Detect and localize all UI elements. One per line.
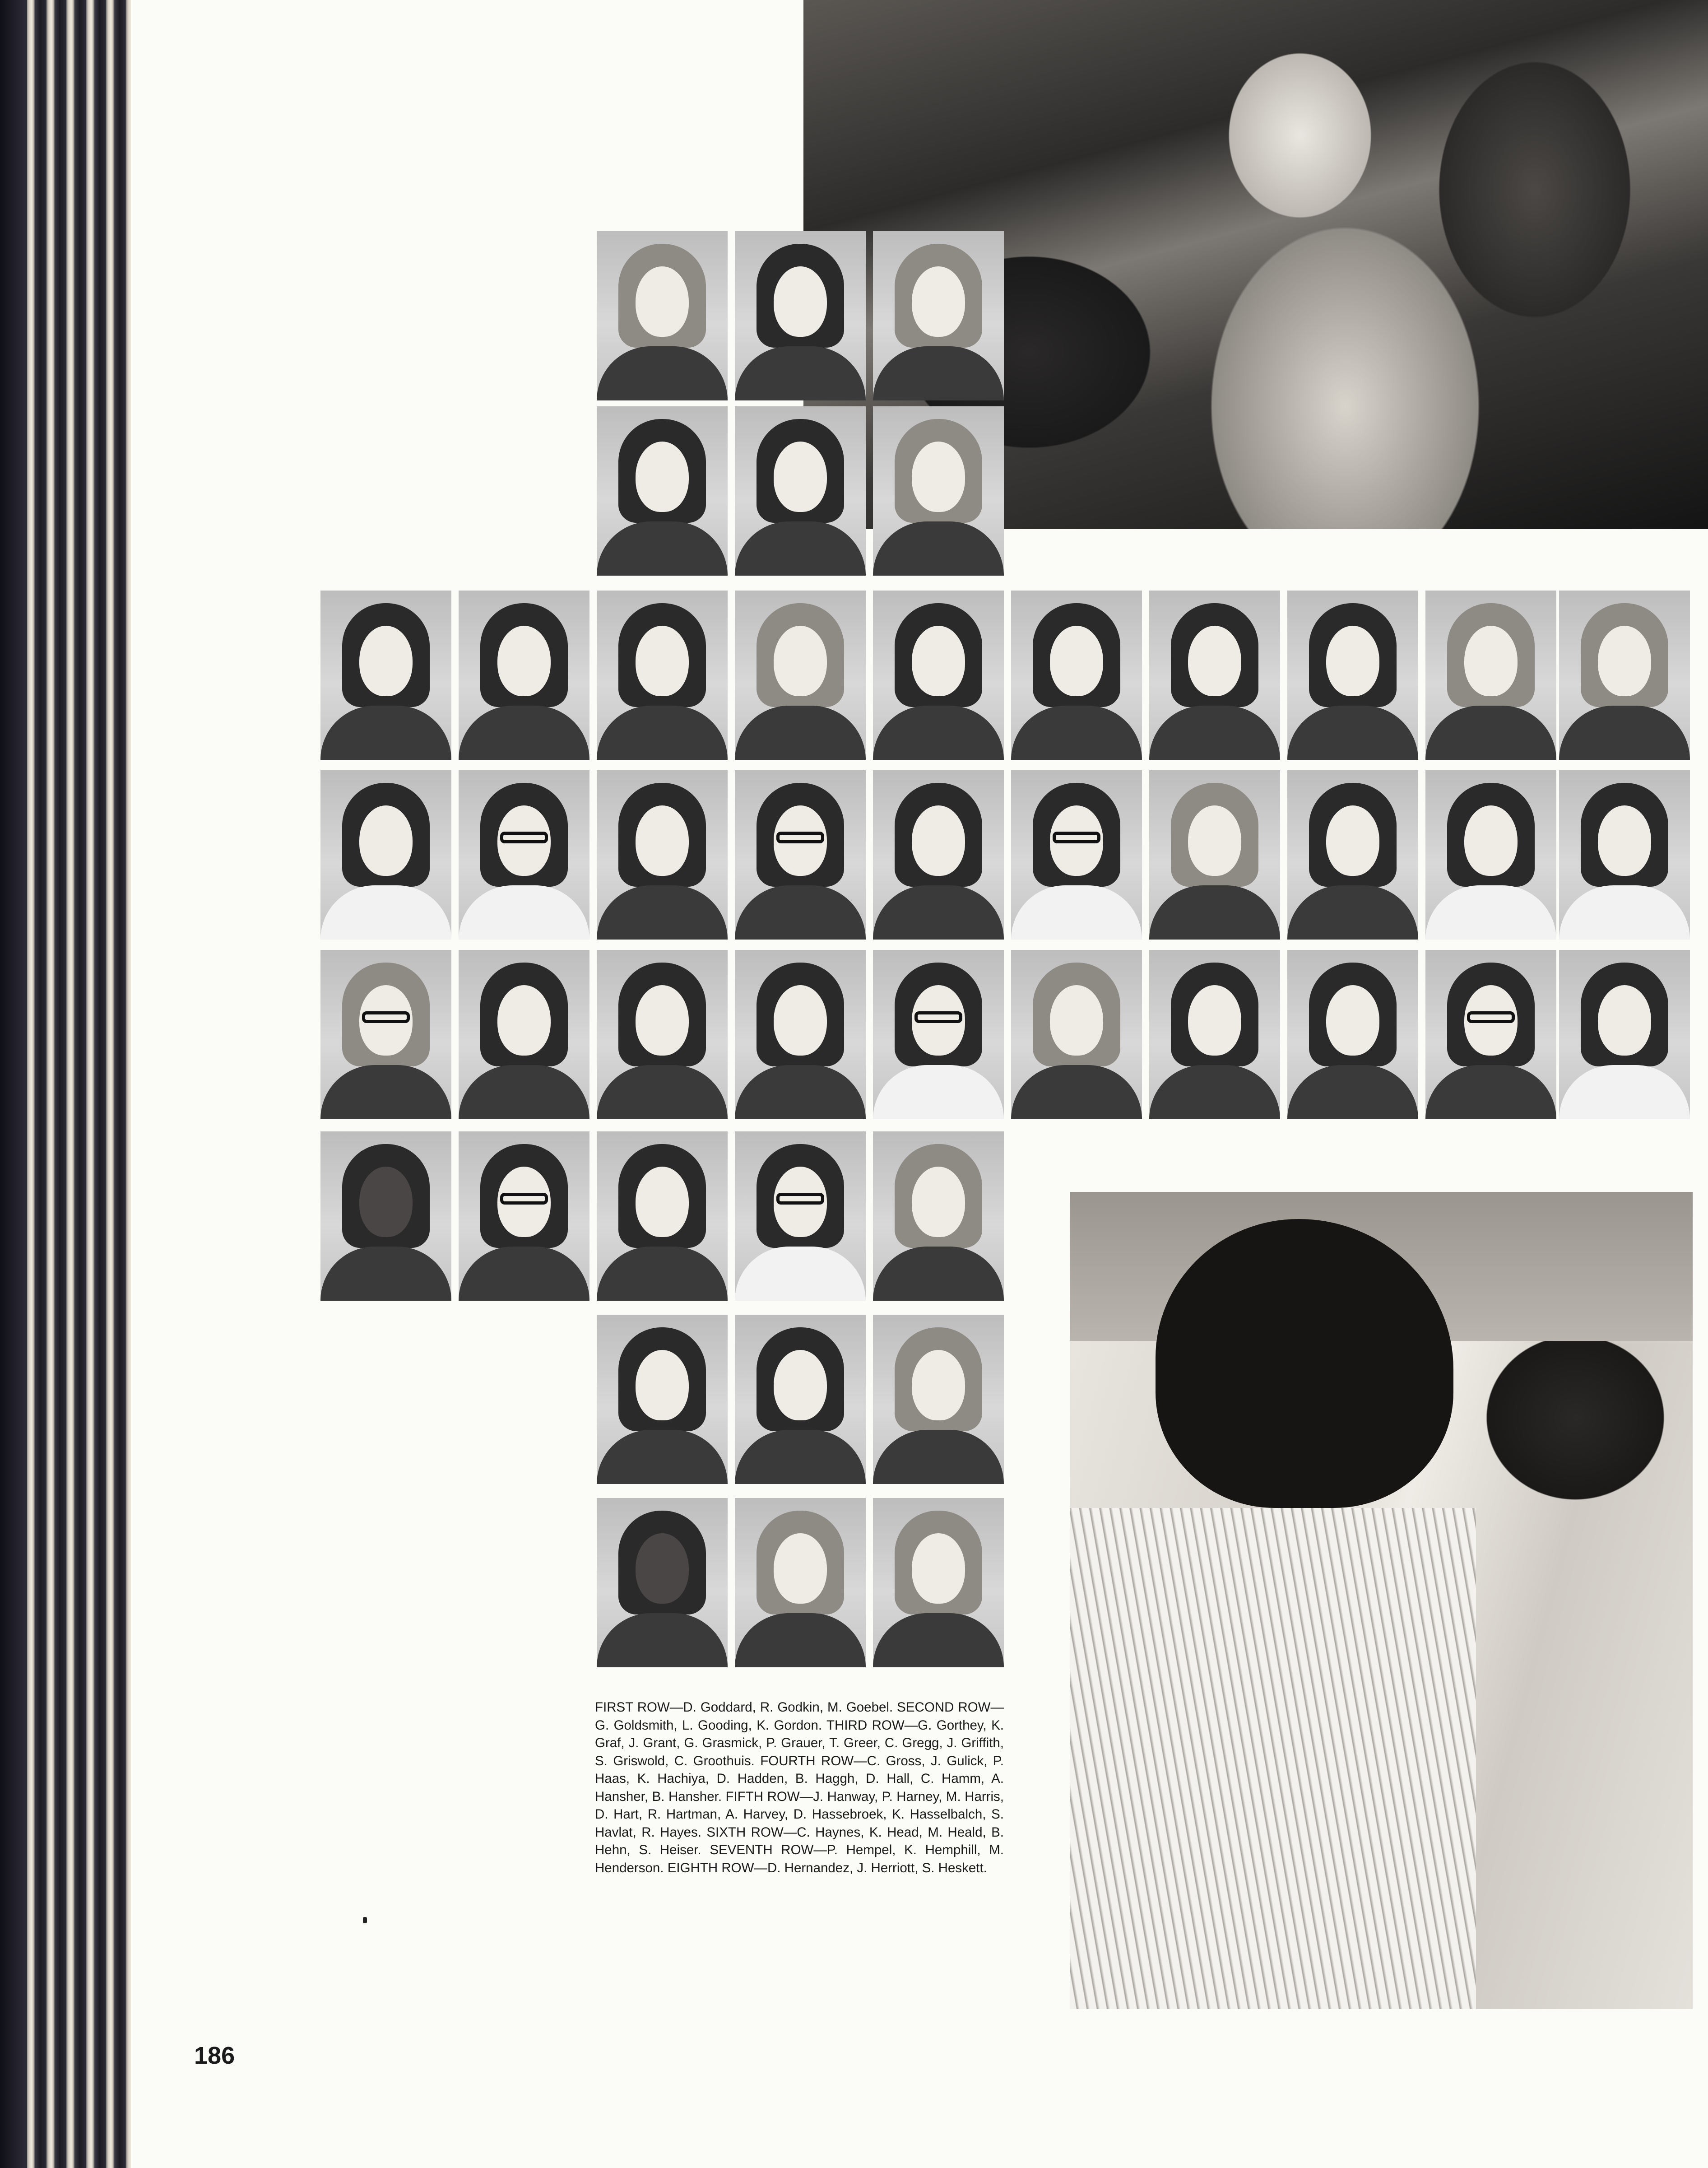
student-portrait-row4-4 xyxy=(735,770,866,940)
student-portrait-row7-2 xyxy=(735,1315,866,1484)
portrait-torso xyxy=(1011,885,1142,940)
student-portrait-row5-9 xyxy=(1425,950,1556,1119)
portrait-torso xyxy=(320,1247,451,1301)
portrait-torso xyxy=(597,1247,728,1301)
portrait-face xyxy=(1326,805,1379,876)
print-speck xyxy=(363,1917,367,1923)
portrait-torso xyxy=(735,1247,866,1301)
student-portrait-row7-3 xyxy=(873,1315,1004,1484)
student-portrait-row5-8 xyxy=(1287,950,1418,1119)
portrait-torso xyxy=(735,885,866,940)
student-portrait-row3-10 xyxy=(1559,591,1690,760)
portrait-torso xyxy=(597,1613,728,1667)
portrait-torso xyxy=(597,1065,728,1119)
student-portrait-row6-4 xyxy=(735,1131,866,1301)
portrait-face xyxy=(636,266,689,337)
student-portrait-row4-10 xyxy=(1559,770,1690,940)
portrait-face xyxy=(636,805,689,876)
portrait-face xyxy=(912,266,965,337)
portrait-face xyxy=(636,1350,689,1420)
portrait-torso xyxy=(597,346,728,400)
student-portrait-row5-2 xyxy=(459,950,589,1119)
student-portrait-row4-9 xyxy=(1425,770,1556,940)
portrait-face xyxy=(774,1350,827,1420)
student-portrait-row4-1 xyxy=(320,770,451,940)
student-portrait-row1-3 xyxy=(873,231,1004,400)
portrait-eyeglasses xyxy=(1467,1011,1515,1023)
portrait-eyeglasses xyxy=(776,832,824,843)
portrait-eyeglasses xyxy=(500,1193,548,1205)
portrait-torso xyxy=(735,1065,866,1119)
student-portrait-row3-7 xyxy=(1149,591,1280,760)
portrait-torso xyxy=(1425,885,1556,940)
portrait-face xyxy=(774,626,827,696)
portrait-torso xyxy=(597,706,728,760)
portrait-face xyxy=(1464,805,1518,876)
portrait-face xyxy=(912,1533,965,1604)
student-portrait-row3-6 xyxy=(1011,591,1142,760)
portrait-torso xyxy=(873,885,1004,940)
portrait-face xyxy=(636,442,689,512)
portrait-torso xyxy=(1149,885,1280,940)
portrait-torso xyxy=(320,885,451,940)
portrait-face xyxy=(774,985,827,1056)
student-portrait-row3-4 xyxy=(735,591,866,760)
student-portrait-row3-9 xyxy=(1425,591,1556,760)
portrait-face xyxy=(1188,985,1241,1056)
portrait-torso xyxy=(735,346,866,400)
portrait-face xyxy=(1326,985,1379,1056)
portrait-torso xyxy=(1011,1065,1142,1119)
student-portrait-row3-8 xyxy=(1287,591,1418,760)
student-portrait-row6-5 xyxy=(873,1131,1004,1301)
portrait-eyeglasses xyxy=(914,1011,962,1023)
portrait-torso xyxy=(1425,706,1556,760)
student-portrait-row6-1 xyxy=(320,1131,451,1301)
portrait-torso xyxy=(735,1430,866,1484)
portrait-torso xyxy=(1287,706,1418,760)
student-portrait-row6-2 xyxy=(459,1131,589,1301)
portrait-face xyxy=(359,626,413,696)
student-portrait-row2-2 xyxy=(735,406,866,576)
portrait-torso xyxy=(459,706,589,760)
portrait-torso xyxy=(459,1065,589,1119)
portrait-face xyxy=(1464,626,1518,696)
portrait-torso xyxy=(1559,1065,1690,1119)
student-portrait-row4-5 xyxy=(873,770,1004,940)
student-portrait-row5-10 xyxy=(1559,950,1690,1119)
student-portrait-row5-6 xyxy=(1011,950,1142,1119)
portrait-face xyxy=(497,626,551,696)
student-portrait-row5-4 xyxy=(735,950,866,1119)
portrait-face xyxy=(1598,985,1651,1056)
portrait-torso xyxy=(597,521,728,576)
student-portrait-row3-2 xyxy=(459,591,589,760)
portrait-torso xyxy=(1287,885,1418,940)
portrait-face xyxy=(1050,626,1103,696)
portrait-torso xyxy=(1011,706,1142,760)
portrait-torso xyxy=(873,346,1004,400)
portrait-torso xyxy=(459,1247,589,1301)
page-number: 186 xyxy=(194,2042,235,2069)
portrait-torso xyxy=(320,706,451,760)
portrait-face xyxy=(1188,626,1241,696)
portrait-torso xyxy=(1559,885,1690,940)
portrait-face xyxy=(636,1167,689,1237)
portrait-torso xyxy=(320,1065,451,1119)
portrait-face xyxy=(774,266,827,337)
portrait-torso xyxy=(873,1065,1004,1119)
student-portrait-row1-1 xyxy=(597,231,728,400)
portrait-eyeglasses xyxy=(776,1193,824,1205)
student-portrait-row4-2 xyxy=(459,770,589,940)
student-portrait-row5-1 xyxy=(320,950,451,1119)
student-portrait-row3-1 xyxy=(320,591,451,760)
portrait-face xyxy=(636,985,689,1056)
student-portrait-row4-8 xyxy=(1287,770,1418,940)
portrait-face xyxy=(636,1533,689,1604)
portrait-torso xyxy=(1149,706,1280,760)
student-portrait-row5-7 xyxy=(1149,950,1280,1119)
student-portrait-row3-3 xyxy=(597,591,728,760)
portrait-torso xyxy=(1287,1065,1418,1119)
portrait-caption: FIRST ROW—D. Goddard, R. Godkin, M. Goebel. SECOND ROW—G. Goldsmith, L. Gooding, K. Gordon. THIRD ROW—G. Gorthey, K. Graf, J. Grant, G. Grasmick, P. Grauer, T. Greer, C. Gregg, J. Griffith, S. Griswold, C. Groothuis. FOURTH ROW—C. Gross, J. Gulick, P. Haas, K. Hachiya, D. Hadden, B. Haggh, D. Hall, C. Hamm, A. Hansher, B. Hansher. FIFTH ROW—J. Hanway, P. Harney, M. Harris, D. Hart, R. Hartman, A. Harvey, D. Hassebroek, K. Hasselbalch, S. Havlat, R. Hayes. SIXTH ROW—C. Haynes, K. Head, M. Heald, B. Hehn, S. Heiser. SEVENTH ROW—P. Hempel, K. Hemphill, M. Henderson. EIGHTH ROW—D. Hernandez, J. Herriott, S. Heskett. xyxy=(595,1700,1004,1875)
student-portrait-row4-6 xyxy=(1011,770,1142,940)
student-portrait-row8-3 xyxy=(873,1498,1004,1667)
portrait-face xyxy=(912,442,965,512)
portrait-face xyxy=(359,1167,413,1237)
portrait-torso xyxy=(873,1247,1004,1301)
portrait-torso xyxy=(459,885,589,940)
student-portrait-row6-3 xyxy=(597,1131,728,1301)
portrait-face xyxy=(1598,805,1651,876)
portrait-face xyxy=(497,985,551,1056)
portrait-face xyxy=(912,1350,965,1420)
student-portrait-row2-1 xyxy=(597,406,728,576)
student-portrait-row2-3 xyxy=(873,406,1004,576)
portrait-face xyxy=(1188,805,1241,876)
portrait-torso xyxy=(735,521,866,576)
portrait-face xyxy=(1326,626,1379,696)
portrait-face xyxy=(1598,626,1651,696)
portrait-torso xyxy=(1425,1065,1556,1119)
portrait-face xyxy=(774,442,827,512)
portrait-face xyxy=(774,1533,827,1604)
portrait-face xyxy=(359,805,413,876)
portrait-eyeglasses xyxy=(362,1011,410,1023)
portrait-torso xyxy=(597,885,728,940)
portrait-face xyxy=(912,1167,965,1237)
portrait-face xyxy=(1050,985,1103,1056)
student-portrait-row1-2 xyxy=(735,231,866,400)
portrait-eyeglasses xyxy=(500,832,548,843)
portrait-torso xyxy=(873,1613,1004,1667)
portrait-face xyxy=(912,805,965,876)
student-portrait-row4-3 xyxy=(597,770,728,940)
portrait-torso xyxy=(597,1430,728,1484)
student-portrait-row4-7 xyxy=(1149,770,1280,940)
portrait-face xyxy=(636,626,689,696)
portrait-torso xyxy=(873,706,1004,760)
portrait-torso xyxy=(873,521,1004,576)
student-portrait-row3-5 xyxy=(873,591,1004,760)
book-spine-edge xyxy=(0,0,27,2168)
student-portrait-row8-1 xyxy=(597,1498,728,1667)
portrait-torso xyxy=(1149,1065,1280,1119)
candid-photo-two-students xyxy=(1070,1192,1693,2009)
portrait-torso xyxy=(1559,706,1690,760)
student-portrait-row5-3 xyxy=(597,950,728,1119)
student-portrait-row5-5 xyxy=(873,950,1004,1119)
portrait-torso xyxy=(735,1613,866,1667)
student-portrait-row8-2 xyxy=(735,1498,866,1667)
student-portrait-row7-1 xyxy=(597,1315,728,1484)
portrait-torso xyxy=(873,1430,1004,1484)
portrait-eyeglasses xyxy=(1053,832,1100,843)
portrait-face xyxy=(912,626,965,696)
striped-shirt xyxy=(1070,1508,1476,2009)
portrait-torso xyxy=(735,706,866,760)
